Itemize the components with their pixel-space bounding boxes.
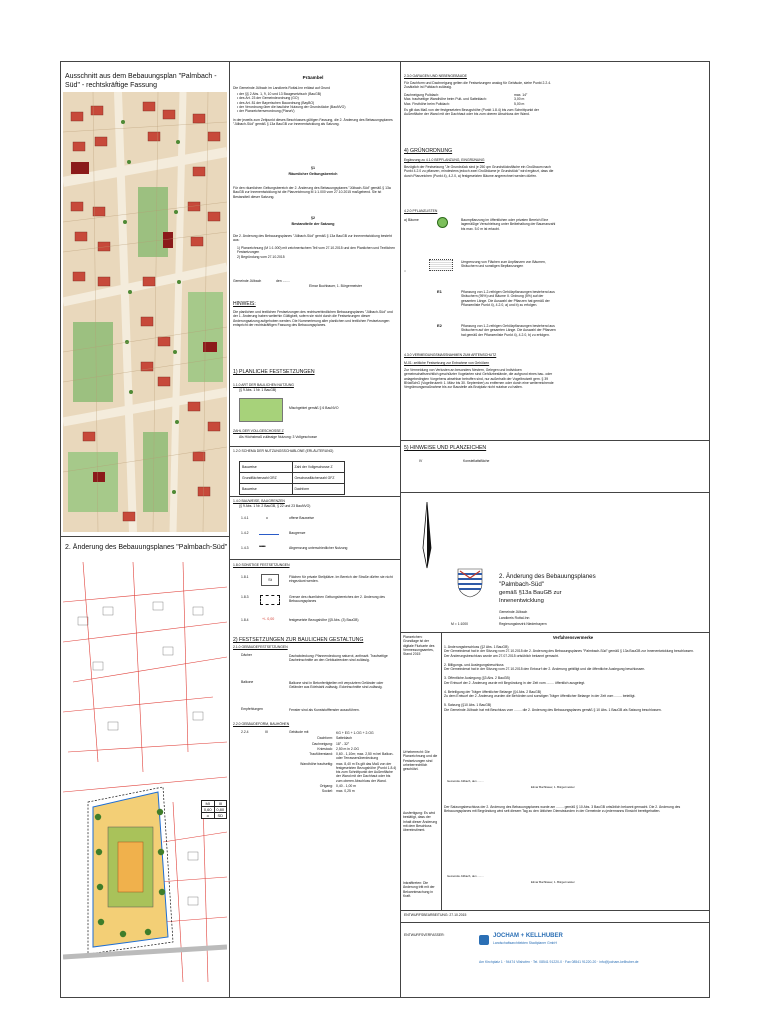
building-line-symbol [259, 534, 279, 535]
paragraph1-text: Für den räumlichen Geltungsbereich der 2. Änderung des Bebauungsplanes "Jülbach-Süd" gemäß § 13a BauGB zur Innenentwicklung ist die Planzeichnung M 1:1.000 vom 27.10.2015 maßgebend. Sie ist Bestandteil dieser Satzung. [233, 186, 391, 199]
garage-label: Dachneigung Pultdach: [404, 93, 440, 97]
schablone-grz: 0,60 [202, 807, 215, 812]
title-existing-plan: Ausschnitt aus dem Bebauungsplan "Palmbach - Süd" - rechtskräftige Fassung [65, 73, 217, 90]
legend-text: festgesetzte Bezugshöhe (§5 Abs. (3) BauGB) [289, 618, 359, 622]
height-row [289, 752, 397, 761]
praeambel-item-text: der Planzeichenverordnung (PlanzV) [239, 109, 295, 113]
procedure-item: Zu dem Entwurf der 2. Änderung wurden die Behörden und sonstigen Träger öffentlicher Belange in der Zeit vom ........ beteiligt. [444, 694, 636, 698]
height-row [289, 762, 397, 783]
procedure-item: Die Gemeinde Jülbach hat mit Beschluss vom ........ die 2. Änderung des Bebauungsplanes gemäß § 10 Abs. 1 BauGB als Satzung beschlossen. [444, 707, 662, 712]
building-rule-text: Dachabdeckung: Pfannendeckung naturrot, anthrazit. Traufseitige Dacheinschnitte an den Gebäudeecken sind zulässig. [289, 654, 388, 663]
praeambel-item: • der §§ 2 Abs. 1, 9, 10 und 13 Baugesetzbuch (BauGB) [237, 92, 322, 96]
legend-text: Grenze des räumlichen Geltungsbereiches der 2. Änderung des Bebauungsplanes [289, 595, 385, 604]
praeambel-item: • der Planzeichenverordnung (PlanzV) [237, 109, 295, 113]
firm-name: JOCHAM + KELLHUBER [493, 933, 563, 939]
section21-heading: 2.1.0 GEBÄUDEFESTSETZUNGEN [233, 645, 288, 649]
title-line1: 2. Änderung des Bebauungsplanes [499, 573, 596, 580]
section11-heading: 1.1.0 ART DER BAULICHEN NUTZUNG [233, 383, 294, 387]
planting-area-symbol [429, 259, 453, 271]
existing-plan-drawing [63, 92, 227, 532]
building-rule-text: Fenster sind als Kunststofffenster auszuführen. [289, 708, 360, 712]
right-inner-divider [441, 632, 442, 910]
praeambel-item: • des Art. 23 der Gemeindeordnung (GO) [237, 96, 299, 101]
legend-text: Flächen für private Stellplätze. Im Bereich der Straße dürfen sie nicht eingezäunt werden. [289, 575, 393, 584]
left-divider [61, 536, 229, 537]
schablone-cell: Geschossflächenzahl GFZ [294, 476, 335, 480]
paragraph2-number: §2 [311, 216, 315, 220]
note-execution: Ausfertigung: Es wird bestätigt, dass der Inhalt dieser Änderung mit dem Beschluss übereinstimmt. [403, 811, 438, 832]
right-divider [400, 922, 709, 923]
hint-text: Konstellatisfläche [463, 459, 490, 463]
boundary-symbol: ••••• [259, 544, 266, 550]
schablone-cell: Bauweise [240, 484, 293, 494]
building-rule-label: Balkone [241, 680, 254, 684]
legend-number: 1.4.3 [241, 546, 249, 550]
praeambel-list [237, 92, 397, 113]
title-amendment-plan: 2. Änderung des Bebauungsplanes "Palmbach-Süd" [65, 544, 228, 551]
procedure-item: Der Entwurf der 2. Änderung wurde mit Begründung in der Zeit vom ........ öffentlich ausgelegt. [444, 680, 586, 685]
legend-text: Baugrenze [289, 531, 306, 535]
legend-symbol: o [266, 516, 268, 520]
height-value: KG + EG + 1.OG + 2.OG [336, 731, 374, 735]
right-divider [400, 440, 709, 441]
section43-measure: M-01: zeitliche Festsetzung zur Entnahme von Gehölzen [404, 361, 490, 365]
paragraph2-title: Bestandteile der Satzung [291, 222, 335, 226]
section42-heading: 4.2.0 PFLANZLISTEN [404, 209, 438, 213]
height-row [289, 784, 397, 788]
section2-heading: 2) FESTSETZUNGEN ZUR BAULICHEN GESTALTUNG [233, 637, 364, 643]
district: Landkreis Rottal-Inn [499, 616, 530, 620]
section23-footnote: Es gilt das Maß von der festgesetzten Bezugshöhe (Punkt 1.8.4) bis zum Schnittpunkt der Außenfläche der Wand mit der Dachhaut oder bis zum oberen Abschluss der Wand. [404, 108, 539, 117]
praeambel-item-text: des Art. 23 der Gemeindeordnung (GO) [239, 96, 299, 101]
procedure-heading: Verfahrensvermerke [552, 635, 594, 640]
column-divider [400, 62, 401, 997]
region: Regierungsbezirk Niederbayern [499, 622, 547, 626]
planting-area-text: Umgrenzung von Flächen zum Anpflanzen von Bäumen, Sträuchern und sonstigen Bepflanzungen [461, 260, 546, 269]
note-entry-into-force: Inkrafttreten: Die Änderung tritt mit der Bekanntmachung in Kraft. [403, 881, 435, 898]
height-value: Satteldach [336, 736, 353, 741]
praeambel-outro: in der jeweils zum Zeitpunkt dieses Beschlusses gültigen Fassung, die 2. Änderung des Bebauungsplanes "Jülbach-Süd" gemäß § 13a BauGB zur Innenentwicklung als Satzung. [233, 118, 393, 127]
schablone-gfz: 0,80 [216, 807, 225, 812]
paragraph2-text: Die 2. Änderung des Bebauungsplanes "Jülbach-Süd" gemäß § 13a BauGB zur Innenentwicklung besteht aus: [233, 234, 392, 243]
procedure-item: Der Gemeinderat hat in der Sitzung vom 27.10.2015 die 2. Änderung des Bebauungsplanes "Palmbach-Süd" gemäß § 13a BauGB zur Innenentwicklung beschlossen. [444, 649, 694, 654]
parking-symbol: St [261, 574, 279, 586]
height-row [289, 789, 397, 793]
right-divider [400, 910, 709, 911]
coat-of-arms-icon [457, 568, 483, 598]
building-height-table [289, 731, 397, 794]
height-row [289, 736, 397, 740]
procedure-signature: Gemeinde Jülbach, den ........ [447, 874, 484, 878]
trees-text: Baumpflanzung im öffentlichen oder privaten Bereich Eine lagemäßige Verschiebung unter Beibehaltung der Baumanzahl bis max. 5.0 m ist erlaubt. [461, 218, 556, 231]
schablone-explanation [239, 461, 345, 495]
schablone-dachform: SD [217, 813, 224, 818]
schablone-floors: III [218, 801, 222, 806]
existing-plan-map [63, 92, 227, 532]
note-copyright: Urheberrecht: Die Planzeichnung und die Festsetzungen sind urheberrechtlich geschützt. [403, 750, 438, 771]
procedure-item: 3. Öffentliche Auslegung (§3 Abs. 2 BauGB) [444, 676, 510, 681]
procedure-item: 1. Änderungsbeschluss (§2 Abs. 1 BauGB) [444, 645, 509, 649]
reference-height-symbol: +/- 0,00 [262, 617, 275, 621]
title-line3: gemäß §13a BauGB zur [499, 590, 562, 596]
amendment-plan-map [63, 562, 227, 992]
height-value: 2,50 m in 2.OG [336, 746, 359, 751]
procedure-item: 4. Beteiligung der Träger öffentlicher Belange (§4 Abs. 2 BauGB) [444, 689, 542, 694]
building-rule-label: Empfehlungen [241, 707, 263, 711]
mixed-area-swatch [239, 398, 283, 422]
praeambel-intro: Die Gemeinde Jülbach im Landkreis Rottal-Inn erlässt auf Grund [233, 86, 331, 90]
schablone-bauweise: o [202, 813, 215, 818]
north-arrow [407, 498, 447, 574]
schablone-type: MI [202, 801, 215, 806]
section22-heading: 2.2.0 GEBÄUDEFORM, BAUHÖHEN [233, 722, 290, 726]
praeambel-item-text: der §§ 2 Abs. 1, 9, 10 und 13 Baugesetzbuch (BauGB) [239, 92, 322, 96]
paragraph2-item: 2) Begründung vom 27.10.2015 [237, 255, 285, 259]
middle-divider [229, 446, 400, 447]
signature-municipality: Gemeinde Jülbach [233, 279, 262, 283]
section5-heading: 5) HINWEISE UND PLANZEICHEN [404, 445, 487, 451]
section43-text: Zur Vermeidung von Verlusten an besonders Nestern, Gelegen und Individuen gemeinschaftsrechtlich geschützter Vogelarten sind Gehölzbestände, die aufgrund eines bau- oder anlagebedingten Vorgehens absehbar betroffen sind, nur außerhalb der Vogelbrutzeit gem. § 39 BNatSchG (Vogelbrutzeit: 1. März bis 30. September) zu entfernen oder durch eine weiterreichende Vergrämungsmaßnahme bis zur Baustelle als Brutplatz nicht nutzbar zu halten. [404, 368, 554, 389]
signature-mayor: Elmar Buchbauer, 1. Bürgermeister [309, 284, 362, 288]
section23-heading: 2.3.0 GARAGEN UND NEBENGEBÄUDE [404, 74, 467, 78]
legend-number: 1.4.1 [241, 516, 249, 520]
garage-label: Max. traufseitige Wandhöhe beim Pult- und Satteldach: [404, 97, 487, 102]
section41-text: Bezüglich der Festsetzung "Je Grundstück sind je 250 qm Grundstücksfläche ein Großbaum nach Punkt 4.2.0 zu pflanzen, mindestens jedoch zwei Großbäume je Grundstück" wird ergänzt, dass die durch Planzeichen (Punkt 4), 4.2.0, a) festgesetzten Bäume angerechnet werden dürfen. [404, 165, 554, 178]
middle-divider [229, 496, 400, 497]
building-rule-label: Dächer [241, 653, 252, 657]
title-line2: "Palmbach-Süd" [499, 581, 544, 588]
note-basis: Planzeichen: Grundlage ist der digitale Flurkarte des Vermessungsamtes, Stand 2015 [403, 635, 435, 656]
height-value: max. 0,25 m [336, 789, 355, 793]
schablone-cell: Grundflächenzahl GRZ [240, 473, 293, 483]
garage-label: Max. Firsthöhe beim Pultdach: [404, 101, 450, 106]
paragraph1-number: §1 [311, 166, 315, 170]
height-row [289, 731, 397, 735]
section4-heading: 4) GRÜNORDNUNG [404, 148, 453, 154]
procedure-item: 2. Billigungs- und Auslegungsbeschluss [444, 662, 504, 667]
section1-heading: 1) PLANLICHE FESTSETZUNGEN [233, 369, 315, 375]
procedure-list [444, 644, 706, 712]
procedure-item: Der Änderungsbeschluss wurde am 27.07.2015 ortsüblich bekannt gemacht. [444, 653, 559, 658]
legend-number: 1.8.3 [241, 595, 249, 599]
height-value: max. 8,40 m Es gilt das Maß von der festgesetzten Bezugshöhe (Punkt 1.8.4) bis zum Schnittpunkt der Außenfläche der Wand mit der Dachhaut oder bis zum oberen Abschluss der Wand. [336, 761, 397, 783]
section12-heading: ZAHL DER VOLLGESCHOSSE Z [233, 429, 284, 433]
height-label: Dachform: [317, 736, 333, 741]
procedure-item: Der Gemeinderat hat in der Sitzung vom 27.10.2015 den Entwurf der 2. Änderung gebilligt und die öffentliche Auslegung beschlossen. [444, 667, 646, 671]
garage-row [404, 102, 554, 106]
hinweis-text: Die planlichen und textlichen Festsetzungen des rechtsverbindlichen Bebauungsplanes "Jülbach-Süd" und der 1. Änderung haben weiterhin Gültigkeit, sofern sie nicht durch die Festsetzungen dieser Änderungsatzung aufgehoben werden. Die Nummerierung aller planlichen und textlichen Festsetzungen entspricht der rechtskräftigen Fassung des Bebauungsplanes. [233, 310, 393, 327]
section12-text: Als Höchstmaß zulässige Nutzung: 3 Vollgeschosse [239, 435, 318, 439]
right-divider [400, 492, 709, 493]
praeambel-item: • des Art. 81 der Bayerischen Bauordnung (BayBO) [237, 100, 315, 105]
procedure-publication: Der Satzungsbeschluss der 2. Änderung des Bebauungsplanes wurde am ........ gemäß § 10 Abs. 3 BauGB ortsüblich bekannt gemacht. Die 2. Änderung des Bebauungsplanes mit Begründung wird seit diesem Tag zu den üblichen Dienststunden in der Gemeinde zu jedermanns Einsicht bereitgehalten. [444, 805, 681, 814]
trees-label: a) Bäume [404, 218, 419, 222]
e2-label: E2 [437, 323, 442, 328]
legend-number: 1.4.2 [241, 531, 249, 535]
height-value: 0,60 - 1,10m; max. 2,50 m bei Balkon- oder Terrassenüberdeckung [336, 752, 394, 761]
height-value: 18° - 32° [336, 741, 350, 746]
legend-text: offene Bauweise [289, 516, 315, 520]
schablone-cell: Zahl der Vollgeschosse Z [294, 465, 333, 469]
legend-number: 1.8.1 [241, 575, 249, 579]
paragraph2-item: 1) Planzeichnung (M 1:1.000) mit zeichnerischem Teil vom 27.10.2015 und den Planlichen und Textlichen Festsetzungen [237, 246, 396, 255]
middle-divider [229, 559, 400, 560]
firm-logo-icon [479, 935, 489, 945]
draft-author-label: ENTWURFSVERFASSER: [404, 933, 445, 937]
draft-date: ENTWURFSBEARBEITUNG: 27.10.2015 [404, 913, 467, 917]
section13-heading: 1.2.0 SCHEMA DER NUTZUNGSSCHABLONE (ERLÄUTERUNG) [233, 449, 334, 453]
building-rule-text: Balkone sind in Betonfertigteilen mit verputztem Geländer oder Geländer aus Edelstahl zulässig. Eckeinschnitte sind zulässig. [289, 681, 384, 690]
scale: M = 1:1000 [451, 622, 469, 626]
hint-symbol: IV [419, 459, 423, 463]
garage-table [404, 93, 554, 106]
height-label: Dachneigung: [312, 741, 333, 746]
coat-of-arms [457, 568, 483, 598]
e2-text: Pflanzung von 1-2-reihigen Gehölzpflanzungen bestehend aus Sträuchern auf der gesamten Länge. Die Auswahl der Pflanzen hat gemäß der Pflanzenliste Punkt 4), 4.2.0, b) zu erfolgen. [461, 324, 556, 337]
height-label: Traufüberstand: [309, 752, 333, 756]
planting-circle-icon: ○ [404, 269, 407, 273]
praeambel-heading: Präambel [302, 75, 324, 80]
e1-label: E1 [437, 289, 442, 294]
procedure-signature-mayor: Elmar Buchbauer, 1. Bürgermeister [531, 785, 575, 789]
height-label [289, 731, 336, 735]
section18-heading: 1.8.0 SONSTIGE FESTSETZUNGEN [233, 563, 290, 567]
praeambel-item: • der Verordnung über die bauliche Nutzung der Grundstücke (BauNVO) [237, 104, 346, 109]
tree-icon [437, 217, 448, 228]
garage-value: max. 14° [514, 93, 528, 97]
garage-value: 5,00 m [514, 101, 525, 106]
firm-address: Am Kirchplatz 1 · 94474 Vilshofen · Tel. 08541 91220-0 · Fax 08541 91220-20 · info@jocham-kellhuber.de [479, 960, 639, 964]
nutzungsschablone [201, 800, 227, 819]
e1-text: Pflanzung von 1-2-reihigen Gehölzpflanzungen bestehend aus Sträuchern (95%) und Bäume II. Ordnung (5%) auf der gesamten Länge. Die Auswahl der Pflanzen hat gemäß der Pflanzenliste Punkt 4), 4.2.0, a) und b) zu erfolgen. [461, 290, 555, 307]
section224-floors: III [265, 730, 268, 734]
height-label: Sockel: [321, 789, 333, 793]
north-arrow-icon [407, 498, 447, 574]
municipality: Gemeinde Jülbach [499, 610, 528, 614]
height-label: Ortgang: [319, 783, 333, 788]
praeambel-item-text: der Verordnung über die bauliche Nutzung der Grundstücke (BauNVO) [239, 104, 346, 109]
height-row [289, 747, 397, 751]
plan-sheet [60, 61, 710, 998]
procedure-signature-mayor: Elmar Buchbauer, 1. Bürgermeister [531, 880, 575, 884]
praeambel-item-text: des Art. 81 der Bayerischen Bauordnung (BayBO) [239, 100, 315, 105]
section14-heading: 1.4.0 BAUWEISE, BAUGRENZEN [233, 499, 285, 503]
height-label: Kniestock: [317, 746, 333, 751]
firm-subtitle: Landschaftsarchitekten Stadtplaner GmbH [493, 941, 557, 945]
section43-heading: 4.3.0 VERMEIDUNGSMASSNAHMEN ZUM ARTENSCHUTZ [404, 353, 497, 357]
legend-number: 1.8.4 [241, 618, 249, 622]
hinweis-heading: HINWEIS: [233, 301, 256, 307]
schablone-cell: Dachform [294, 487, 310, 491]
scope-boundary-symbol [260, 595, 280, 605]
height-label: Wandhöhe traufseitig: [300, 761, 333, 766]
section224-label: Gebäude mit [289, 730, 309, 734]
mixed-area-label: Mischgebiet gemäß § 6 BauNVO [289, 406, 339, 410]
section224-number: 2.2.4 [241, 730, 249, 734]
height-value: 0,40 - 1,00 m [336, 783, 356, 788]
procedure-signature: Gemeinde Jülbach, den ........ [447, 779, 484, 783]
garage-value: 3,00 m [514, 97, 525, 102]
right-divider [400, 632, 709, 633]
signature-date: den ........ [276, 279, 291, 283]
procedure-item: 5. Satzung (§10 Abs. 1 BauGB) [444, 703, 492, 708]
section41-heading: Ergänzung zu 4.1.0 BEPFLANZUNG, EINGRÜNUNG [404, 158, 485, 162]
height-row [289, 742, 397, 746]
column-divider [229, 62, 230, 997]
section11-subheading: (§ 9 Abs. 1 Nr. 1 BauGB) [239, 388, 277, 392]
amendment-plan-drawing [63, 562, 227, 992]
legend-text: Abgrenzung unterschiedlicher Nutzung [289, 546, 348, 550]
paragraph1-title: Räumlicher Geltungsbereich [288, 172, 338, 176]
section23-text: Für Dachform und Dachneigung gelten die Festsetzungen analog für Gebäude, siehe Punkt 2.2.4. Zusätzlich ist Pultdach zulässig. [404, 81, 552, 90]
schablone-cell: Bauweise [240, 462, 293, 472]
section14-subheading: (§ 9 Abs. 1 Nr. 2 BauGB, § 22 und 23 BauNVO) [239, 504, 311, 508]
title-line4: Innenentwicklung [499, 598, 544, 604]
